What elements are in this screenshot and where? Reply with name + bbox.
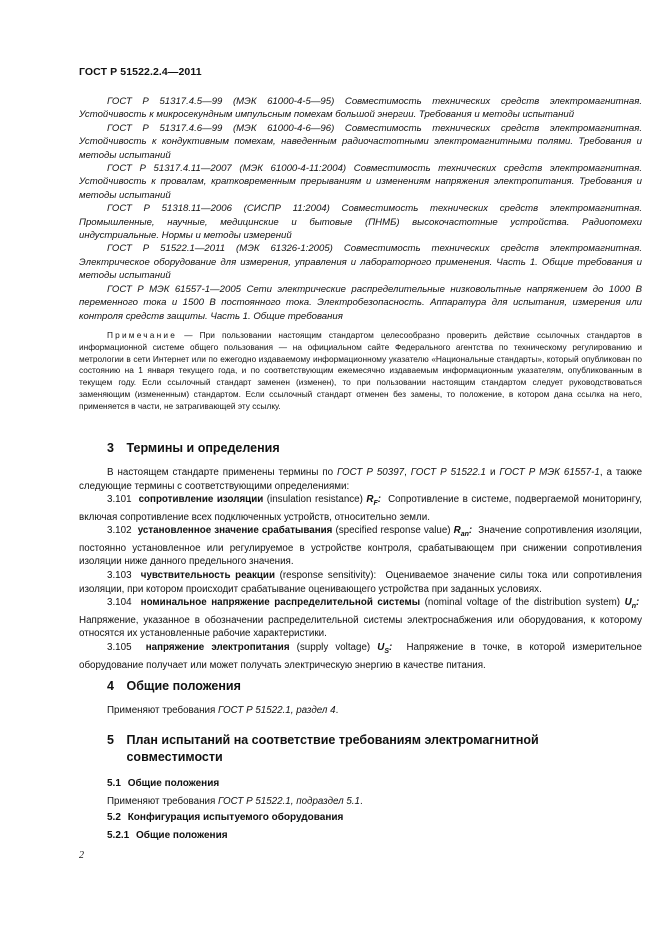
intro-sep: и: [486, 467, 500, 478]
section-4-text: [107, 705, 338, 716]
term-name: установленное значение срабатывания: [137, 525, 333, 537]
term-number: 3.102: [107, 525, 132, 537]
term-english: (response sensitivity):: [279, 570, 377, 582]
reference-title: Совместимость технических средств электромагнитная. Устойчивость к микросекундным импульсным помехам большой энергии. Требования и методы испытаний: [79, 96, 642, 121]
intro-ref: ГОСТ Р 50397: [337, 467, 405, 478]
subsection-title: Конфигурация испытуемого оборудования: [127, 812, 344, 823]
section-title: План испытаний на соответствие требованиям электромагнитной: [126, 733, 539, 747]
text: .: [335, 705, 339, 716]
subsection-number: 5.2.1: [107, 830, 130, 841]
section-3-heading: [107, 441, 280, 455]
reference-title: Сети электрические распределительные низковольтные напряжением до 1000 В переменного тока и 1500 В постоянного тока. Электробезопасность. Аппаратура для испытания, измерения или контроля средств защиты. Часть 1. Общие требования: [79, 283, 642, 322]
section-3-intro: [79, 466, 642, 493]
reference-title: Совместимость технических средств электромагнитная. Электрическое оборудование для измерения, управления и лабораторного применения. Часть 1. Общие требования и методы испытаний: [79, 243, 643, 282]
term-english: (supply voltage): [296, 641, 371, 653]
term-number: 3.105: [107, 641, 132, 653]
subsection-5-1-heading: [107, 778, 219, 789]
reference-item: [79, 162, 642, 202]
term-name: номинальное напряжение распределительной системы: [140, 597, 421, 609]
section-3-body: [79, 466, 642, 672]
section-title: Общие положения: [126, 679, 241, 693]
reference-code: ГОСТ Р 51318.11—2006 (СИСПР 11:2004): [107, 203, 330, 215]
reference-item: [79, 242, 642, 282]
term-definition-text: Напряжение, указанное в обозначении распределительной системы электроснабжения или оборудования, к которому относятся их установленные рабочие характеристики.: [79, 614, 642, 640]
term-definition: [79, 493, 642, 524]
term-definition-text: Оцениваемое значение силы тока или сопротивления изоляции, при котором происходит срабатывание оценивающего устройства при заданных условиях.: [79, 570, 642, 595]
intro-text: , а также следующие термины с соответствующими определениями:: [79, 467, 643, 492]
intro-ref: ГОСТ Р 51522.1: [410, 467, 486, 478]
term-symbol: $U_n$:: [624, 597, 640, 611]
text: .: [359, 796, 363, 807]
term-name: сопротивление изоляции: [138, 494, 264, 506]
term-english: (nominal voltage of the distribution system): [424, 597, 621, 609]
term-english: (insulation resistance): [266, 494, 363, 506]
section-number: 5: [107, 733, 114, 747]
reference-title: Совместимость технических средств электромагнитная. Промышленные, научные, медицинские и бытовые (ПНМБ) высокочастотные устройства. Радиопомехи индустриальные. Нормы и методы измерений: [79, 203, 642, 242]
term-definition: [79, 569, 642, 596]
term-definition: [79, 524, 642, 569]
term-symbol: $R_{an}$:: [453, 525, 473, 539]
term-definition-text: Значение сопротивления изоляции, постоянно установленное или регулируемое в устройстве контроля, срабатывающем при снижении сопротивления изоляции ниже данного предельного значения.: [79, 525, 643, 568]
reference-code: ГОСТ Р 51317.4.5—99 (МЭК 61000-4-5—95): [107, 96, 335, 107]
note-block: [79, 330, 642, 413]
text: Применяют требования: [107, 705, 218, 716]
section-5-heading: [107, 732, 539, 766]
reference-code: ГОСТ Р 51522.1—2011 (МЭК 61326-1:2005): [107, 243, 333, 255]
section-title: Термины и определения: [126, 441, 280, 455]
term-definition: [79, 596, 642, 641]
term-definition: [79, 641, 642, 672]
normative-references-list: [79, 95, 642, 323]
term-name: напряжение электропитания: [145, 641, 290, 653]
intro-ref: ГОСТ Р МЭК 61557-1: [499, 467, 600, 478]
subsection-number: 5.2: [107, 812, 121, 823]
reference-item: [79, 122, 642, 162]
reference-code: ГОСТ Р 51317.4.11—2007 (МЭК 61000-4-11:2004): [107, 163, 347, 175]
term-symbol: $U_S$:: [377, 641, 393, 655]
intro-sep: ,: [404, 467, 411, 478]
term-definition-text: Напряжение в точке, в которой измерительное оборудование получает или может получать электрическую энергию в качестве питания.: [79, 641, 642, 671]
reference-item: [79, 283, 642, 323]
subsection-5-2-heading: [107, 812, 343, 823]
reference-code: ГОСТ Р МЭК 61557-1—2005: [107, 283, 241, 295]
note-text: — При пользовании настоящим стандартом целесообразно проверить действие ссылочных стандартов в информационной системе общего пользования — на официальном сайте Федерального агентства по техническому регулированию и метрологии в сети Интернет или по ежегодно издаваемому информационному указателю «Национальные стандарты», который опубликован по состоянию на 1 января текущего года, и по соответствующим ежемесячно издаваемым информационным указателям, опубликованным в текущем году. Если ссылочный стандарт заменен (изменен), то при пользовании настоящим стандартом следует руководствоваться заменяющим (измененным) стандартом. Если ссылочный стандарт отменен без замены, то положение, в котором дана ссылка на него, применяется в части, не затрагивающей эту ссылку.: [79, 330, 642, 411]
term-english: (specified response value): [335, 525, 451, 537]
section-title-cont: совместимости: [126, 750, 223, 764]
text-ref: ГОСТ Р 51522.1, раздел 4: [218, 705, 336, 716]
term-number: 3.104: [107, 597, 132, 609]
text: Применяют требования: [107, 796, 218, 807]
reference-title: Совместимость технических средств электромагнитная. Устойчивость к провалам, кратковременным прерываниям и изменениям напряжения электропитания. Требования и методы испытаний: [79, 163, 642, 201]
subsection-5-1-text: [107, 796, 363, 807]
term-number: 3.103: [107, 570, 132, 582]
subsection-title: Общие положения: [127, 778, 220, 789]
subsection-5-2-1-heading: [107, 830, 228, 841]
subsection-number: 5.1: [107, 778, 121, 789]
note-label: Примечание: [107, 330, 178, 340]
term-number: 3.101: [107, 494, 132, 506]
reference-code: ГОСТ Р 51317.4.6—99 (МЭК 61000-4-6—96): [107, 122, 335, 134]
term-name: чувствительность реакции: [140, 570, 275, 582]
term-definition-text: Сопротивление в системе, подвергаемой мониторингу, включая сопротивление всех подключенных устройств, относительно земли.: [79, 494, 642, 523]
section-4-heading: [107, 679, 241, 693]
section-number: 4: [107, 679, 114, 693]
reference-item: [79, 202, 642, 242]
page-number: 2: [79, 850, 84, 861]
document-header-code: ГОСТ Р 51522.2.4—2011: [79, 66, 202, 78]
term-symbol: $R_F$:: [366, 494, 382, 508]
intro-text: В настоящем стандарте применены термины по: [107, 467, 338, 478]
section-number: 3: [107, 441, 114, 455]
text-ref: ГОСТ Р 51522.1, подраздел 5.1: [218, 796, 360, 807]
subsection-title: Общие положения: [136, 830, 228, 841]
reference-title: Совместимость технических средств электромагнитная. Устойчивость к кондуктивным помехам, наведенным радиочастотными электромагнитными полями. Требования и методы испытаний: [79, 122, 642, 161]
reference-item: [79, 95, 642, 122]
